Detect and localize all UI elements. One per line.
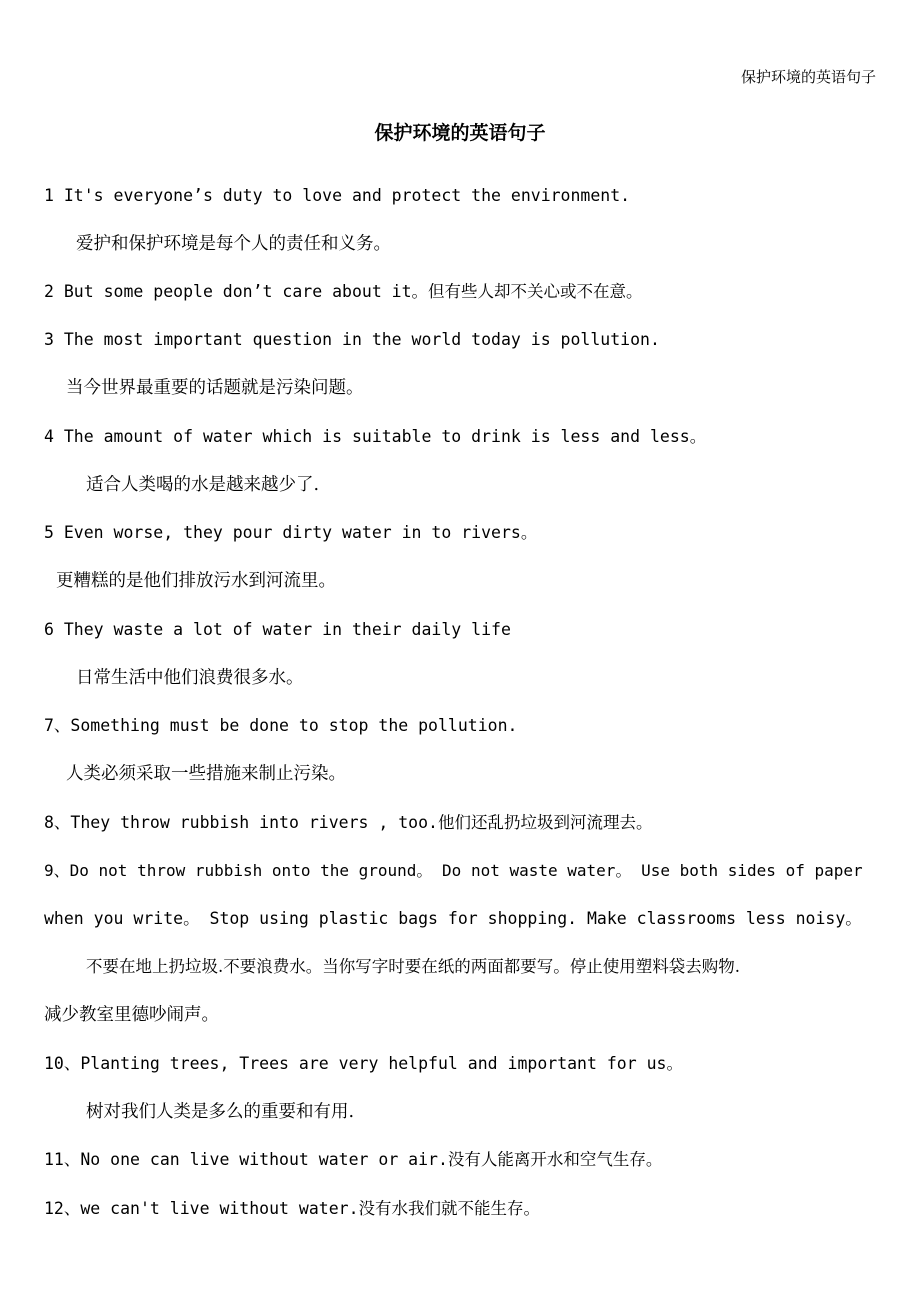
translation-line: 不要在地上扔垃圾.不要浪费水。当你写字时要在纸的两面都要写。停止使用塑料袋去购物. (86, 957, 740, 976)
sentence-line: 12、we can't live without water.没有水我们就不能生存。 (44, 1199, 541, 1218)
sentence-line: 11、No one can live without water or air.没有人能离开水和空气生存。 (44, 1150, 663, 1169)
translation-line: 日常生活中他们浪费很多水。 (76, 668, 304, 688)
translation-line: 当今世界最重要的话题就是污染问题。 (66, 378, 364, 398)
translation-line: 树对我们人类是多么的重要和有用. (86, 1102, 355, 1122)
sentence-line: when you write。 Stop using plastic bags for shopping. Make classrooms less noisy。 (44, 909, 862, 928)
page-header: 保护环境的英语句子 (740, 68, 876, 86)
translation-line: 更糟糕的是他们排放污水到河流里。 (56, 571, 336, 591)
sentence-line: 5 Even worse, they pour dirty water in to rivers。 (44, 523, 538, 542)
sentence-line: 7、Something must be done to stop the pollution. (44, 716, 518, 735)
sentence-line: 9、Do not throw rubbish onto the ground。 Do not waste water。 Use both sides of paper (44, 861, 863, 880)
document-title: 保护环境的英语句子 (374, 122, 546, 144)
translation-line: 爱护和保护环境是每个人的责任和义务。 (76, 234, 391, 254)
translation-line: 人类必须采取一些措施来制止污染。 (66, 764, 346, 784)
sentence-line: 3 The most important question in the world today is pollution. (44, 330, 660, 349)
sentence-line: 1 It's everyone’s duty to love and protect the environment. (44, 186, 631, 205)
sentence-line: 10、Planting trees, Trees are very helpful and important for us。 (44, 1054, 683, 1073)
translation-line: 减少教室里德吵闹声。 (44, 1005, 219, 1025)
sentence-line: 6 They waste a lot of water in their daily life (44, 620, 511, 639)
sentence-line: 2 But some people don’t care about it。但有些人却不关心或不在意。 (44, 282, 643, 301)
sentence-line: 8、They throw rubbish into rivers , too.他们还乱扔垃圾到河流理去。 (44, 813, 653, 832)
sentence-line: 4 The amount of water which is suitable to drink is less and less。 (44, 427, 707, 446)
translation-line: 适合人类喝的水是越来越少了. (86, 475, 320, 495)
